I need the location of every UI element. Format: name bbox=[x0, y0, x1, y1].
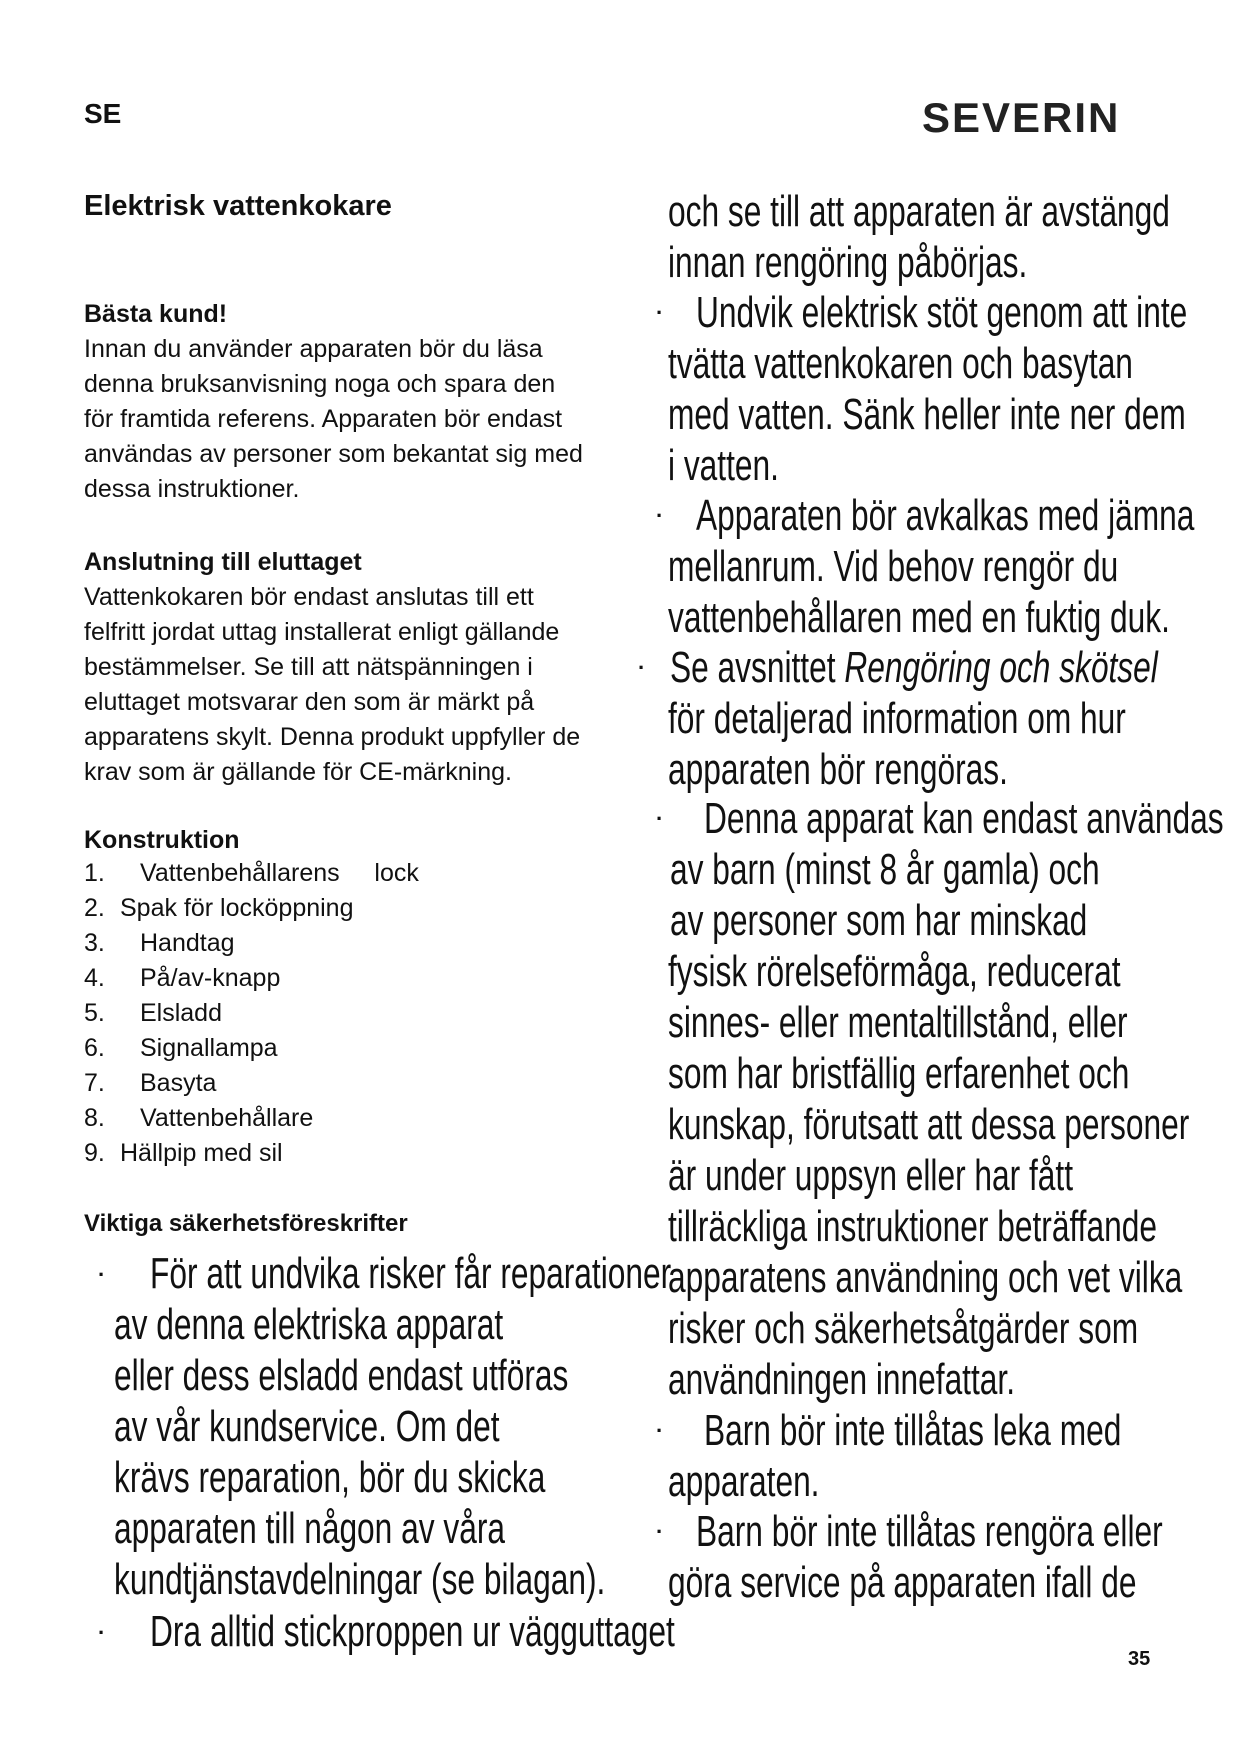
text-line: risker och säkerhetsåtgärder som bbox=[668, 1304, 1139, 1353]
construction-list bbox=[84, 856, 419, 1171]
safety-bullet-text bbox=[668, 338, 1186, 491]
item-number: 7. bbox=[84, 1069, 105, 1097]
list-item bbox=[84, 1031, 419, 1066]
item-text: Handtag bbox=[140, 929, 235, 957]
safety-bullet-text bbox=[668, 693, 1126, 795]
list-item bbox=[84, 891, 419, 926]
safety-bullet-text bbox=[150, 1248, 671, 1299]
safety-continuation bbox=[668, 186, 1170, 288]
text-line: eluttaget motsvarar den som är märkt på bbox=[84, 688, 535, 716]
text-line: fysisk rörelseförmåga, reducerat bbox=[668, 947, 1121, 996]
list-item bbox=[84, 856, 419, 891]
item-text: Spak för locköppning bbox=[120, 894, 354, 922]
connection-body bbox=[84, 580, 624, 790]
text-line: apparaten bör rengöras. bbox=[668, 745, 1008, 794]
construction-heading: Konstruktion bbox=[84, 826, 240, 854]
item-text: Basyta bbox=[140, 1069, 217, 1097]
item-number: 9. bbox=[84, 1139, 105, 1167]
text-span: Se avsnittet bbox=[670, 643, 845, 692]
text-line: Innan du använder apparaten bör du läsa bbox=[84, 335, 543, 363]
bullet-icon: · bbox=[638, 655, 646, 680]
text-line: användningen innefattar. bbox=[668, 1355, 1016, 1404]
item-number: 6. bbox=[84, 1034, 105, 1062]
text-line: göra service på apparaten ifall de bbox=[668, 1558, 1137, 1607]
safety-bullet-text bbox=[668, 1456, 819, 1507]
bullet-icon: · bbox=[656, 503, 664, 528]
text-line: felfritt jordat uttag installerat enligt gällande bbox=[84, 618, 560, 646]
text-line: apparaten till någon av våra bbox=[114, 1504, 505, 1553]
text-line: användas av personer som bekantat sig med bbox=[84, 440, 583, 468]
text-line: eller dess elsladd endast utföras bbox=[114, 1351, 569, 1400]
page-number: 35 bbox=[1128, 1648, 1151, 1670]
text-line: som har bristfällig erfarenhet och bbox=[668, 1049, 1130, 1098]
safety-bullet-text bbox=[668, 1557, 1136, 1608]
text-line: apparatens skylt. Denna produkt uppfyller de bbox=[84, 723, 581, 751]
item-text: Elsladd bbox=[140, 999, 222, 1027]
safety-bullet-text bbox=[696, 1506, 1163, 1557]
text-line: bestämmelser. Se till att nätspänningen i bbox=[84, 653, 533, 681]
safety-bullet-text bbox=[114, 1299, 605, 1605]
text-line: med vatten. Sänk heller inte ner dem bbox=[668, 390, 1186, 439]
text-line: kundtjänstavdelningar (se bilagan). bbox=[114, 1555, 606, 1604]
bullet-icon: · bbox=[656, 806, 664, 831]
text-line: av denna elektriska apparat bbox=[114, 1300, 504, 1349]
bullet-icon: · bbox=[98, 1262, 106, 1287]
text-line: sinnes- eller mentaltillstånd, eller bbox=[668, 998, 1128, 1047]
safety-bullet-text bbox=[696, 287, 1187, 338]
list-item bbox=[84, 926, 419, 961]
text-line: apparaten. bbox=[668, 1457, 820, 1506]
safety-bullet-text bbox=[668, 946, 1189, 1405]
text-line: i vatten. bbox=[668, 441, 779, 490]
text-line: av vår kundservice. Om det bbox=[114, 1402, 500, 1451]
text-line: apparatens användning och vet vilka bbox=[668, 1253, 1183, 1302]
text-line: av personer som har minskad bbox=[670, 896, 1088, 945]
text-line: Vattenkokaren bör endast anslutas till ett bbox=[84, 583, 534, 611]
list-item bbox=[84, 961, 419, 996]
safety-bullet-text bbox=[704, 1405, 1121, 1456]
safety-bullet-text bbox=[696, 490, 1194, 541]
text-line: denna bruksanvisning noga och spara den bbox=[84, 370, 556, 398]
text-line: av barn (minst 8 år gamla) och bbox=[670, 845, 1100, 894]
text-line: För att undvika risker får reparationer bbox=[150, 1249, 672, 1298]
list-item bbox=[84, 1136, 419, 1171]
safety-heading: Viktiga säkerhetsföreskrifter bbox=[84, 1210, 408, 1237]
dear-heading: Bästa kund! bbox=[84, 300, 228, 328]
text-line: Apparaten bör avkalkas med jämna bbox=[696, 491, 1195, 540]
text-line: för detaljerad information om hur bbox=[668, 694, 1126, 743]
item-number: 3. bbox=[84, 929, 105, 957]
text-line: tvätta vattenkokaren och basytan bbox=[668, 339, 1133, 388]
text-line: är under uppsyn eller har fått bbox=[668, 1151, 1074, 1200]
bullet-icon: · bbox=[98, 1620, 106, 1645]
item-number: 4. bbox=[84, 964, 105, 992]
text-line: och se till att apparaten är avstängd bbox=[668, 187, 1170, 236]
page-title: Elektrisk vattenkokare bbox=[84, 190, 392, 222]
item-number: 8. bbox=[84, 1104, 105, 1132]
item-number: 1. bbox=[84, 859, 105, 887]
list-item bbox=[84, 996, 419, 1031]
bullet-icon: · bbox=[656, 300, 664, 325]
text-line: Dra alltid stickproppen ur vägguttaget bbox=[150, 1607, 675, 1656]
text-line: Undvik elektrisk stöt genom att inte bbox=[696, 288, 1188, 337]
text-line: mellanrum. Vid behov rengör du bbox=[668, 542, 1119, 591]
safety-bullet-text bbox=[150, 1606, 675, 1657]
item-text: Hällpip med sil bbox=[120, 1139, 283, 1167]
dear-body bbox=[84, 332, 624, 507]
brand-logo: SEVERIN bbox=[922, 94, 1121, 141]
item-number: 2. bbox=[84, 894, 105, 922]
text-line: Barn bör inte tillåtas leka med bbox=[704, 1406, 1122, 1455]
text-line: dessa instruktioner. bbox=[84, 475, 300, 503]
connection-heading: Anslutning till eluttaget bbox=[84, 548, 362, 576]
text-line: Denna apparat kan endast användas bbox=[704, 794, 1224, 843]
list-item bbox=[84, 1101, 419, 1136]
bullet-icon: · bbox=[656, 1519, 664, 1544]
text-line: för framtida referens. Apparaten bör endast bbox=[84, 405, 563, 433]
bullet-icon: · bbox=[656, 1418, 664, 1443]
text-line: kunskap, förutsatt att dessa personer bbox=[668, 1100, 1190, 1149]
item-text: Vattenbehållare bbox=[140, 1104, 314, 1132]
text-line: vattenbehållaren med en fuktig duk. bbox=[668, 593, 1170, 642]
text-line: krav som är gällande för CE-märkning. bbox=[84, 758, 512, 786]
item-number: 5. bbox=[84, 999, 105, 1027]
safety-bullet-text bbox=[670, 642, 1158, 693]
item-text: Vattenbehållarens lock bbox=[140, 859, 419, 887]
language-code: SE bbox=[84, 98, 122, 129]
section-reference: Rengöring och skötsel bbox=[844, 643, 1158, 692]
item-text: På/av-knapp bbox=[140, 964, 281, 992]
safety-bullet-text bbox=[668, 541, 1170, 643]
text-line: Barn bör inte tillåtas rengöra eller bbox=[696, 1507, 1163, 1556]
text-line: krävs reparation, bör du skicka bbox=[114, 1453, 546, 1502]
safety-bullet-text bbox=[670, 844, 1100, 946]
safety-bullet-text bbox=[704, 793, 1224, 844]
text-line: innan rengöring påbörjas. bbox=[668, 238, 1028, 287]
list-item bbox=[84, 1066, 419, 1101]
text-line: tillräckliga instruktioner beträffande bbox=[668, 1202, 1157, 1251]
item-text: Signallampa bbox=[140, 1034, 278, 1062]
